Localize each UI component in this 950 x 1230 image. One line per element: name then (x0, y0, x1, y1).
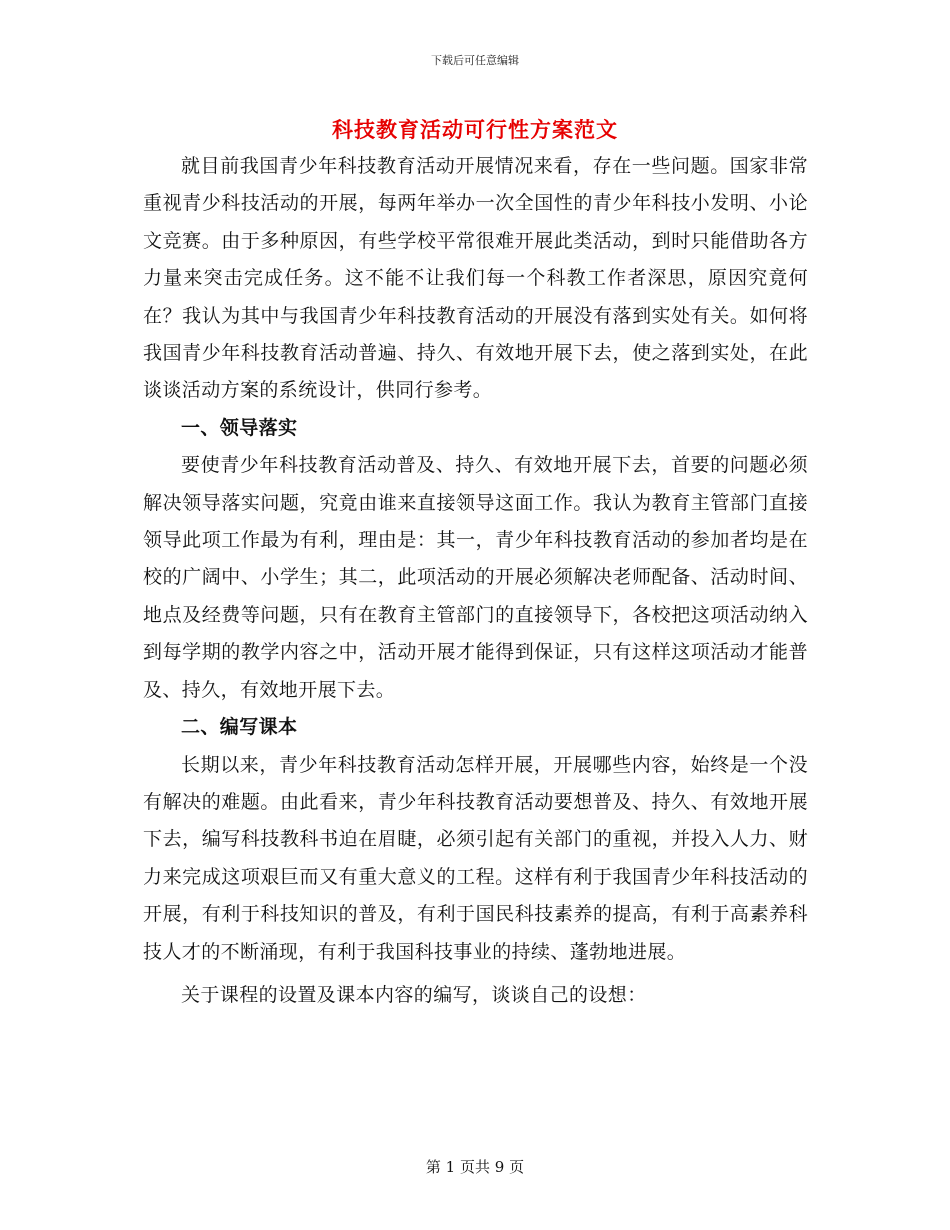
section-heading-leadership: 一、领导落实 (181, 416, 298, 439)
intro-paragraph: 就目前我国青少年科技教育活动开展情况来看，存在一些问题。国家非常重视青少科技活动的开展，每两年举办一次全国性的青少年科技小发明、小论文竞赛。由于多种原因，有些学校平常很难开展此类活动，到时只能借助各方力量来突击完成任务。这不能不让我们每一个科教工作者深思，原因究竟何在？我认为其中与我国青少年科技教育活动的开展没有落到实处有关。如何将我国青少年科技教育活动普遍、持久、有效地开展下去，使之落到实处，在此谈谈活动方案的系统设计，供同行参考。 (143, 155, 808, 402)
textbook-paragraph: 长期以来，青少年科技教育活动怎样开展，开展哪些内容，始终是一个没有解决的难题。由此看来，青少年科技教育活动要想普及、持久、有效地开展下去，编写科技教科书迫在眉睫，必须引起有关部门的重视，并投入人力、财力来完成这项艰巨而又有重大意义的工程。这样有利于我国青少年科技活动的开展，有利于科技知识的普及，有利于国民科技素养的提高，有利于高素养科技人才的不断涌现，有利于我国科技事业的持续、蓬勃地进展。 (143, 753, 808, 963)
document-body (143, 148, 808, 1014)
page-header-note: 下载后可任意编辑 (431, 54, 519, 67)
page-number: 第 1 页共 9 页 (425, 1158, 525, 1176)
document-title: 科技教育活动可行性方案范文 (332, 117, 618, 142)
section-heading-textbook: 二、编写课本 (181, 716, 298, 739)
leadership-paragraph: 要使青少年科技教育活动普及、持久、有效地开展下去，首要的问题必须解决领导落实问题，究竟由谁来直接领导这面工作。我认为教育主管部门直接领导此项工作最为有利，理由是：其一，青少年科技教育活动的参加者均是在校的广阔中、小学生；其二，此项活动的开展必须解决老师配备、活动时间、地点及经费等问题，只有在教育主管部门的直接领导下，各校把这项活动纳入到每学期的教学内容之中，活动开展才能得到保证，只有这样这项活动才能普及、持久，有效地开展下去。 (143, 454, 808, 701)
curriculum-paragraph: 关于课程的设置及课本内容的编写，谈谈自己的设想： (181, 983, 647, 1006)
